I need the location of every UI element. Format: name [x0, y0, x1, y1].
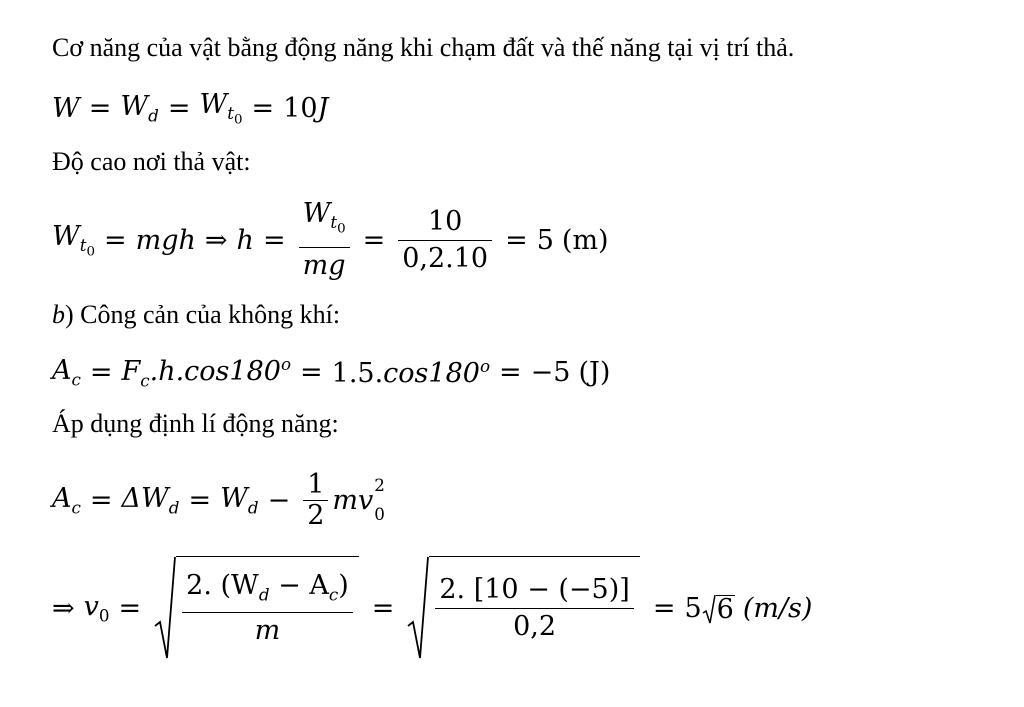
equation-height [52, 198, 609, 282]
equation-initial-velocity [52, 556, 812, 660]
expr-1-5-cos: 1.5.cos180$^o$ [331, 355, 491, 389]
fraction-Wt0-over-mg: $\frac{W_{t_0}}{mg}$ [299, 196, 350, 285]
equals-sign: = [505, 224, 528, 256]
equals-sign: = [89, 484, 113, 516]
equation-work-resistance [52, 350, 610, 394]
var-delta-Wd: $\Delta W_d$ [121, 482, 180, 518]
equals-sign: = [167, 92, 191, 124]
value-5: 5 [536, 224, 554, 256]
equals-sign: = [251, 92, 275, 124]
radical-sign-icon [407, 556, 429, 660]
text-line-mechanical-energy [52, 33, 794, 63]
expr-Fc-h-cos: $F_c.h.\cos 180^o$ [121, 353, 292, 391]
equals-sign: = [118, 592, 142, 624]
fraction-one-half: $\frac{1}{2}$ [303, 470, 328, 531]
var-W: W [52, 92, 80, 124]
radical-sign-icon [702, 594, 716, 624]
sqrt-expression-2 [407, 556, 639, 660]
equals-sign: = [89, 356, 113, 388]
text-content: ) Công cản của không khí: [65, 300, 341, 329]
value-minus-5: −5 [530, 356, 571, 388]
value-10J: 10J [283, 92, 329, 124]
equation-energy-total [52, 86, 328, 130]
equals-sign: = [88, 92, 112, 124]
equals-sign: = [499, 356, 522, 388]
var-Wt0: $W_{t_0}$ [52, 220, 96, 260]
var-mv0-squared: mv 2 0 [332, 475, 385, 524]
text-content: Áp dụng định lí động năng: [52, 409, 339, 438]
unit-J: (J) [578, 356, 611, 388]
implies-arrow: ⇒ [52, 592, 75, 624]
part-label: b [52, 300, 65, 329]
value-5-sqrt-6: 5 6 [684, 592, 734, 625]
implies-arrow: ⇒ [204, 224, 228, 256]
equals-sign: = [262, 224, 286, 256]
text-line-kinetic-theorem [52, 409, 339, 439]
var-Wd: $W_d$ [120, 90, 159, 126]
text-content: Độ cao nơi thả vật: [52, 147, 251, 176]
text-line-air-resistance [52, 300, 340, 330]
equals-sign: = [652, 592, 676, 624]
equals-sign: = [362, 224, 386, 256]
fraction-radicand-1: $\frac{2. (W_d - A_c)}{m}$ [182, 568, 353, 649]
unit-m: (m) [561, 224, 609, 256]
equation-kinetic-theorem [52, 462, 385, 538]
var-v0: $v_0$ [83, 590, 110, 626]
equals-sign: = [300, 356, 323, 388]
fraction-radicand-2: $\frac{2. [10 - (-5)]}{0,2}$ [435, 572, 633, 645]
text-content: Cơ năng của vật bằng động năng khi chạm đất và thế năng tại vị trí thả. [52, 33, 795, 62]
sqrt-expression-1 [154, 556, 359, 660]
var-Wd: $W_d$ [220, 482, 259, 518]
var-Ac: $A_c$ [52, 354, 81, 390]
radical-sign-icon [154, 556, 176, 660]
equals-sign: = [188, 484, 212, 516]
var-mgh: mgh [135, 224, 196, 256]
var-h: h [236, 224, 254, 256]
var-Wt0: $W_{t_0}$ [199, 88, 243, 128]
equals-sign: = [104, 224, 127, 256]
minus-sign: − [267, 484, 291, 516]
text-line-height [52, 147, 251, 177]
equals-sign: = [371, 592, 395, 624]
sqrt-6: 6 [702, 594, 735, 624]
fraction-10-over-0-2-10: $\frac{10}{0,2.10}$ [398, 204, 492, 277]
unit-m-per-s: (m/s) [742, 592, 813, 624]
var-Ac: $A_c$ [52, 482, 81, 518]
